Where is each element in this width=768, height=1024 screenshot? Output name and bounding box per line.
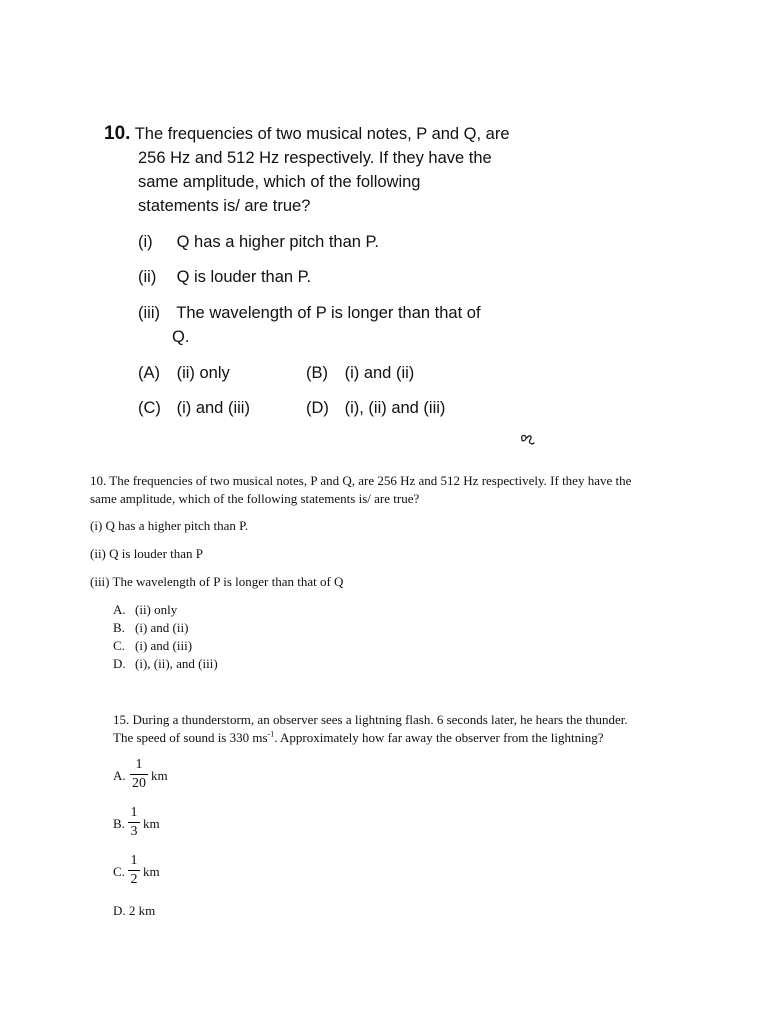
option-letter: (D)	[306, 399, 329, 417]
statement-roman: (iii)	[138, 304, 160, 322]
stem-text-post: . Approximately how far away the observer from the lightning?	[274, 730, 604, 745]
statement-ii	[138, 265, 311, 289]
option-d	[113, 655, 218, 673]
option-letter: B.	[113, 816, 125, 831]
option-letter: B.	[113, 620, 125, 635]
option-d	[113, 902, 155, 920]
option-c	[138, 396, 250, 420]
option-letter: C.	[113, 638, 125, 653]
option-c	[113, 637, 192, 655]
fraction-denominator: 2	[130, 872, 138, 887]
stem-text: same amplitude, which of the following statements is/ are true?	[90, 491, 420, 506]
statement-continuation: Q.	[172, 328, 190, 346]
exponent: -1	[267, 729, 275, 739]
option-a	[138, 361, 230, 385]
option-text: (ii) only	[135, 602, 178, 617]
statement-iii: (iii) The wavelength of P is longer than that of Q	[90, 574, 344, 589]
fraction-bar	[128, 822, 140, 823]
statement-roman: (ii)	[138, 268, 157, 286]
option-letter: A.	[113, 768, 126, 783]
option-text: (i), (ii) and (iii)	[344, 399, 446, 417]
option-b	[306, 361, 414, 385]
statement-text: Q is louder than P.	[176, 268, 312, 286]
option-text: (i) and (ii)	[135, 620, 189, 635]
option-a	[113, 601, 177, 619]
stem-text: same amplitude, which of the following	[138, 173, 421, 191]
stem-text: 15. During a thunderstorm, an observer sees a lightning flash. 6 seconds later, he hears the thunder.	[113, 712, 628, 727]
fraction-denominator: 3	[130, 824, 138, 839]
question-stem-line	[104, 122, 510, 146]
fraction	[128, 853, 140, 888]
stem-text: statements is/ are true?	[138, 197, 311, 215]
statement-text: Q has a higher pitch than P.	[176, 233, 380, 251]
option-b	[113, 619, 188, 637]
option-unit: km	[143, 864, 160, 879]
option-letter: D.	[113, 903, 126, 918]
statement-roman: (i)	[138, 233, 153, 251]
option-text: (i) and (ii)	[344, 364, 415, 382]
option-text: (ii) only	[176, 364, 230, 382]
fraction-denominator: 20	[132, 776, 146, 791]
option-text: 2 km	[128, 903, 156, 918]
option-unit: km	[143, 816, 160, 831]
option-letter: (C)	[138, 399, 161, 417]
fraction-numerator: 1	[130, 805, 138, 820]
option-letter: A.	[113, 602, 126, 617]
fraction-bar	[130, 774, 148, 775]
stem-text: 10. The frequencies of two musical notes, P and Q, are 256 Hz and 512 Hz respectively. If they have the	[90, 473, 632, 488]
option-letter: C.	[113, 864, 125, 879]
handwritten-mark-icon	[518, 430, 538, 450]
statement-iii	[138, 301, 481, 325]
option-d	[306, 396, 445, 420]
option-text: (i) and (iii)	[135, 638, 193, 653]
fraction	[128, 805, 140, 840]
fraction-numerator: 1	[135, 757, 143, 772]
option-letter: (A)	[138, 364, 160, 382]
stem-text-pre: The speed of sound is 330 ms	[113, 730, 268, 745]
fraction-bar	[128, 870, 140, 871]
statement-text: The wavelength of P is longer than that of	[176, 304, 481, 322]
stem-text: The frequencies of two musical notes, P and Q, are	[134, 125, 510, 143]
statement-i	[138, 230, 379, 254]
question-number: 10.	[104, 123, 131, 144]
option-letter: (B)	[306, 364, 328, 382]
option-unit: km	[151, 768, 168, 783]
stem-text: 256 Hz and 512 Hz respectively. If they have the	[138, 149, 492, 167]
option-text: (i), (ii), and (iii)	[135, 656, 218, 671]
statement-ii: (ii) Q is louder than P	[90, 546, 204, 561]
option-letter: D.	[113, 656, 126, 671]
option-text: (i) and (iii)	[176, 399, 250, 417]
fraction	[130, 757, 148, 792]
fraction-numerator: 1	[130, 853, 138, 868]
statement-i: (i) Q has a higher pitch than P.	[90, 518, 249, 533]
stem-text	[113, 729, 603, 747]
